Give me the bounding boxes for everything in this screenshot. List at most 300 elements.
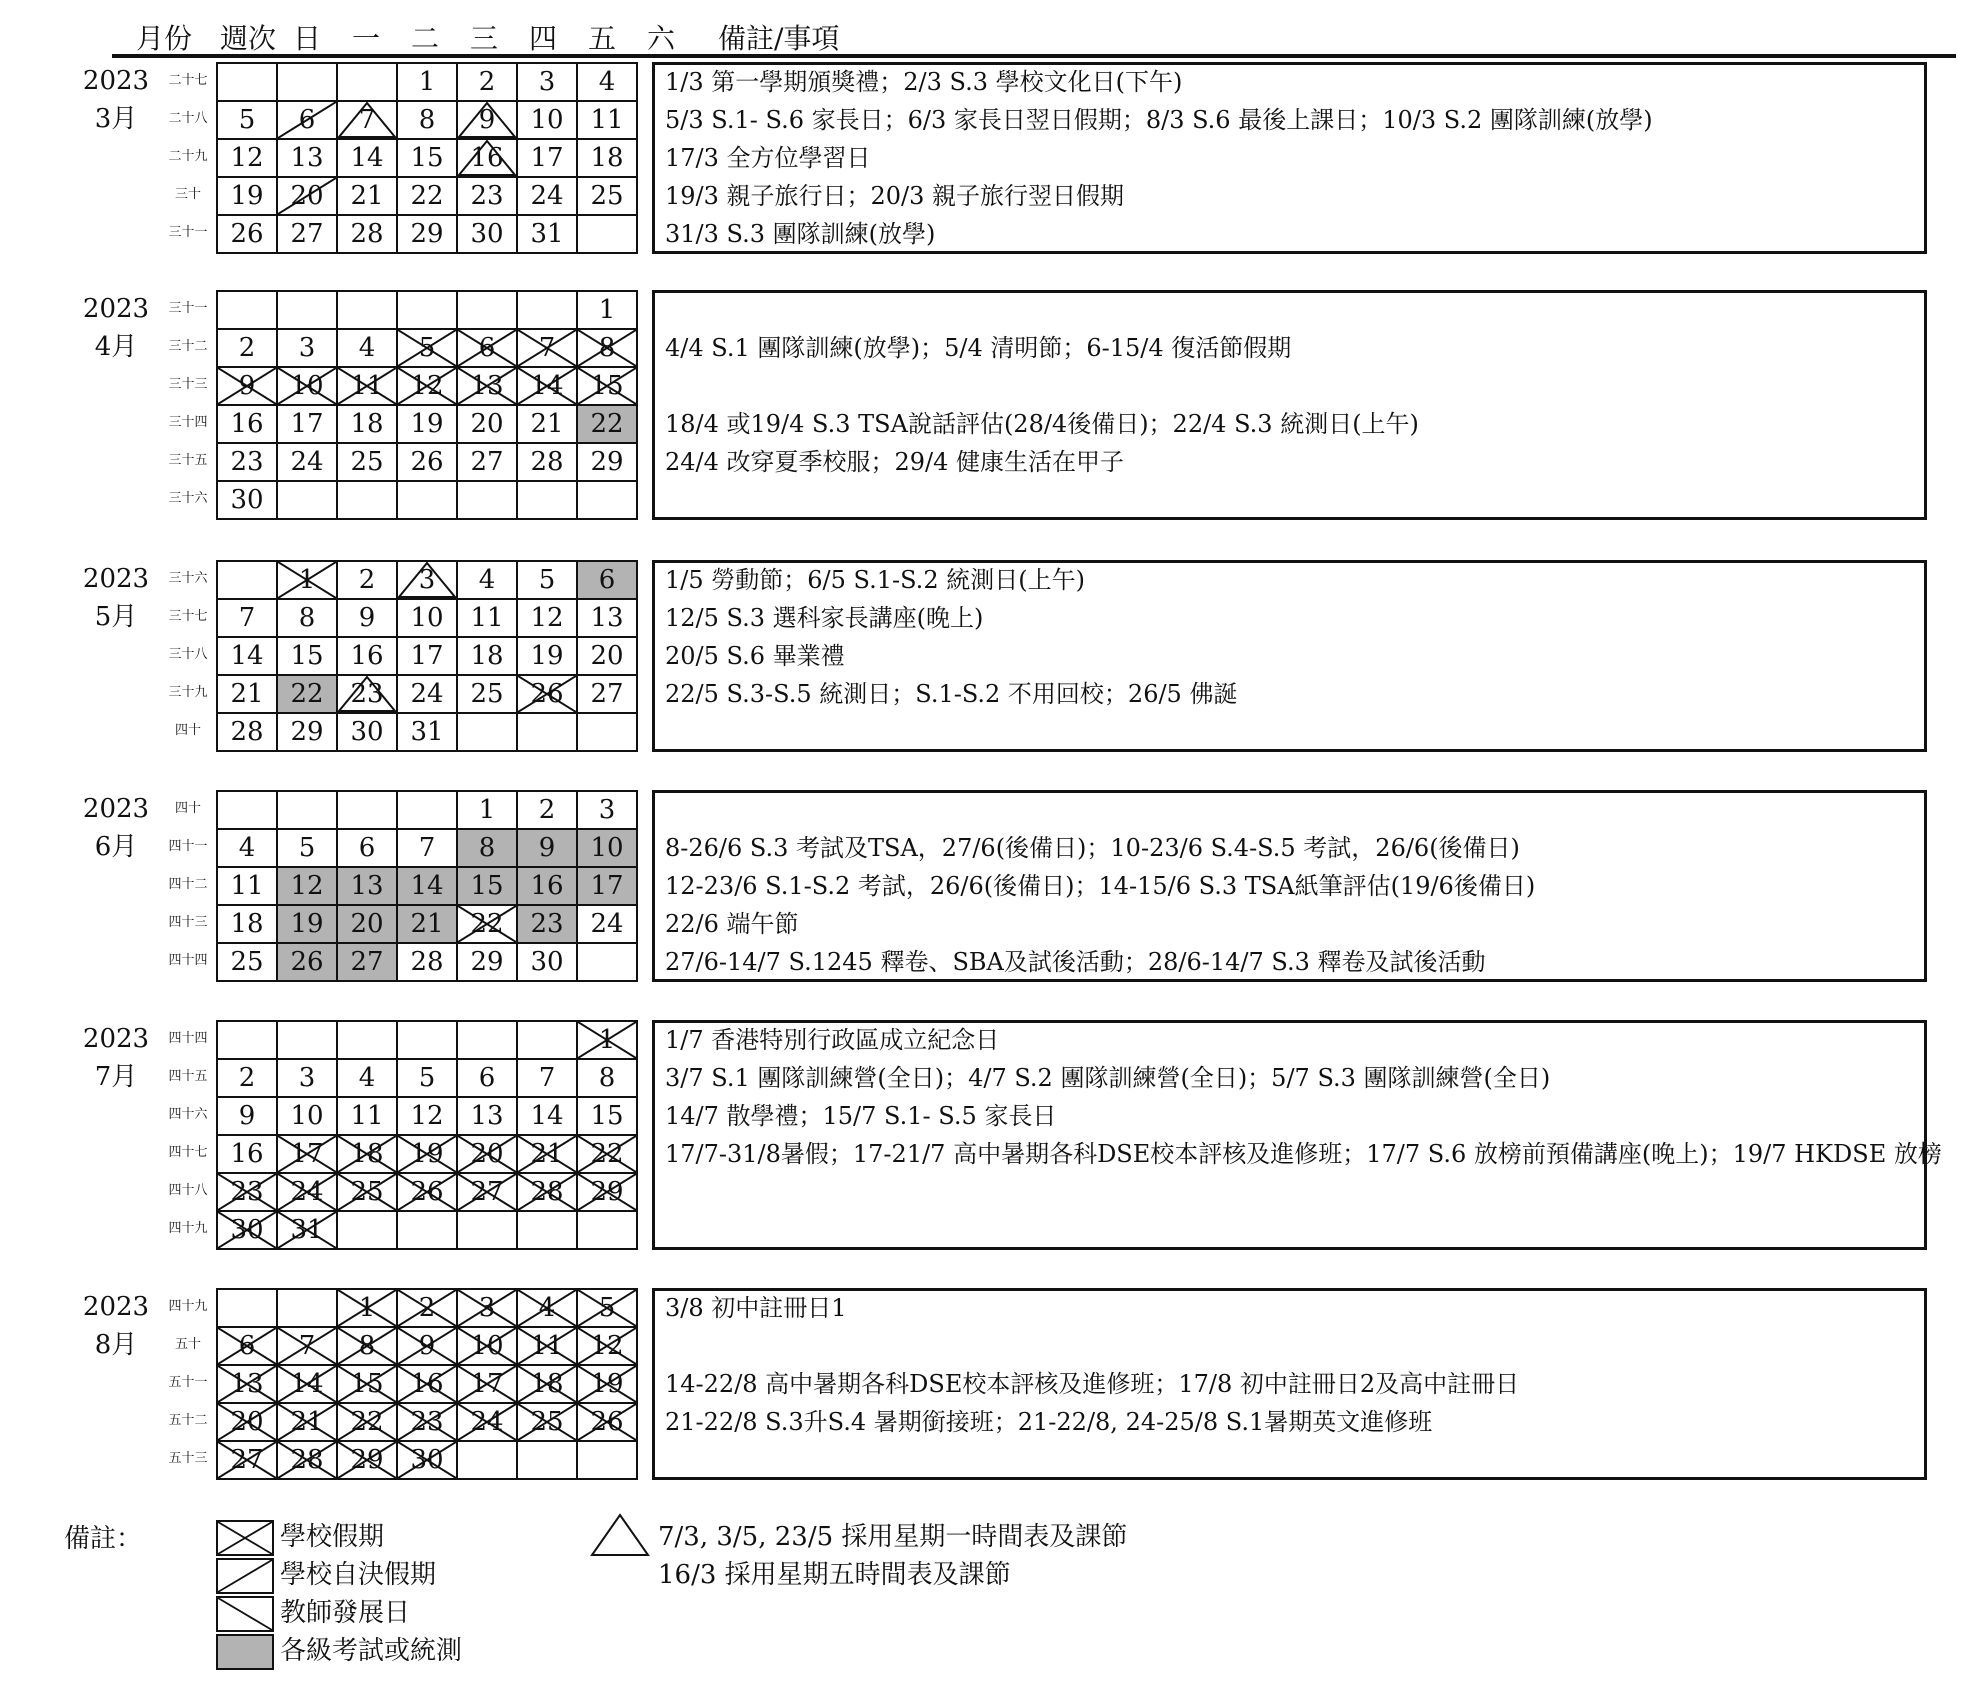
- day-number: 11: [530, 1331, 564, 1361]
- day-cell: [397, 367, 457, 405]
- day-number: 30: [230, 485, 264, 515]
- day-cell: [457, 1097, 517, 1135]
- day-cell: [577, 1135, 637, 1173]
- week-number: 四十五: [168, 1069, 208, 1084]
- day-number: 7: [298, 1331, 316, 1361]
- notes-box: [652, 1288, 1927, 1480]
- day-number: 22: [590, 409, 624, 439]
- day-number: 7: [538, 1063, 556, 1093]
- note-line: 17/3 全方位學習日: [665, 144, 871, 172]
- day-number: 25: [470, 679, 504, 709]
- day-number: 26: [410, 1177, 444, 1207]
- day-cell: [337, 1441, 397, 1479]
- note-line: 22/6 端午節: [665, 910, 799, 938]
- day-cell: [217, 1327, 277, 1365]
- day-number: 31: [410, 717, 444, 747]
- day-cell: [337, 1097, 397, 1135]
- week-row: [217, 1289, 637, 1327]
- notes-box: [652, 290, 1927, 520]
- day-cell: [397, 291, 457, 329]
- day-number: 12: [230, 143, 264, 173]
- day-cell: [217, 177, 277, 215]
- note-line: 22/5 S.3-S.5 統測日；S.1-S.2 不用回校；26/5 佛誕: [665, 680, 1238, 708]
- day-cell: [277, 713, 337, 751]
- week-number: 四十九: [168, 1221, 208, 1236]
- day-number: 24: [470, 1407, 504, 1437]
- cross-mark-icon: [218, 1522, 272, 1554]
- note-line: 1/7 香港特別行政區成立紀念日: [665, 1026, 1000, 1054]
- week-number: 四十一: [168, 839, 208, 854]
- triangle-icon: [590, 1513, 650, 1557]
- day-number: 16: [410, 1369, 444, 1399]
- day-number: 3: [298, 1063, 316, 1093]
- day-cell: [277, 561, 337, 599]
- month-name: 3月: [94, 104, 138, 134]
- note-line: 31/3 S.3 團隊訓練(放學): [665, 220, 936, 248]
- day-number: 15: [470, 871, 504, 901]
- day-cell: [217, 943, 277, 981]
- week-number: 三十: [174, 187, 201, 202]
- day-cell: [577, 1211, 637, 1249]
- day-cell: [577, 1289, 637, 1327]
- day-number: 7: [238, 603, 256, 633]
- day-number: 27: [470, 1177, 504, 1207]
- day-number: 19: [290, 909, 324, 939]
- day-number: 6: [298, 105, 316, 135]
- week-number: 四十七: [168, 1145, 208, 1160]
- day-cell: [577, 215, 637, 253]
- day-number: 2: [538, 795, 556, 825]
- week-number: 五十一: [168, 1375, 208, 1390]
- day-cell: [337, 63, 397, 101]
- legend-holiday-swatch: [216, 1520, 274, 1556]
- day-number: 17: [590, 871, 624, 901]
- day-cell: [397, 1365, 457, 1403]
- day-number: 11: [590, 105, 624, 135]
- week-number: 三十六: [168, 571, 208, 586]
- day-cell: [457, 443, 517, 481]
- week-number: 五十二: [168, 1413, 208, 1428]
- day-cell: [517, 867, 577, 905]
- legend-teacher-dev-swatch: [216, 1596, 274, 1632]
- day-cell: [457, 139, 517, 177]
- day-cell: [217, 1365, 277, 1403]
- day-cell: [517, 1441, 577, 1479]
- day-cell: [457, 1365, 517, 1403]
- day-number: 12: [410, 1101, 444, 1131]
- day-number: 5: [418, 1063, 436, 1093]
- note-line: 12/5 S.3 選科家長講座(晚上): [665, 604, 984, 632]
- day-cell: [337, 943, 397, 981]
- week-row: [217, 63, 637, 101]
- day-number: 19: [410, 409, 444, 439]
- notes-box: [652, 560, 1927, 752]
- day-number: 9: [418, 1331, 436, 1361]
- day-cell: [517, 675, 577, 713]
- day-cell: [577, 713, 637, 751]
- week-number: 四十: [174, 801, 201, 816]
- day-number: 16: [230, 409, 264, 439]
- month-name: 7月: [94, 1062, 138, 1092]
- day-cell: [277, 1327, 337, 1365]
- day-cell: [337, 101, 397, 139]
- day-cell: [517, 829, 577, 867]
- day-number: 1: [478, 795, 496, 825]
- day-cell: [217, 637, 277, 675]
- day-number: 16: [350, 641, 384, 671]
- day-cell: [397, 405, 457, 443]
- day-cell: [217, 599, 277, 637]
- day-number: 19: [590, 1369, 624, 1399]
- day-cell: [337, 867, 397, 905]
- day-cell: [217, 1441, 277, 1479]
- header-day-fri: 五: [588, 22, 617, 55]
- day-number: 4: [238, 833, 256, 863]
- day-number: 6: [478, 333, 496, 363]
- day-cell: [337, 675, 397, 713]
- day-cell: [457, 367, 517, 405]
- week-row: [217, 291, 637, 329]
- week-row: [217, 905, 637, 943]
- day-number: 6: [238, 1331, 256, 1361]
- day-cell: [217, 139, 277, 177]
- day-number: 27: [290, 219, 324, 249]
- day-number: 16: [470, 143, 504, 173]
- day-cell: [517, 943, 577, 981]
- day-number: 25: [230, 947, 264, 977]
- note-line: 17/7-31/8暑假；17-21/7 高中暑期各科DSE校本評核及進修班；17/7 S.6 放榜前預備講座(晚上)；19/7 HKDSE 放榜: [665, 1140, 1942, 1168]
- day-cell: [337, 367, 397, 405]
- day-number: 28: [530, 1177, 564, 1207]
- legend-holiday-label: 學校假期: [280, 1522, 385, 1552]
- week-row: [217, 867, 637, 905]
- day-cell: [517, 1173, 577, 1211]
- day-number: 24: [410, 679, 444, 709]
- day-cell: [517, 713, 577, 751]
- day-number: 2: [238, 333, 256, 363]
- day-cell: [517, 561, 577, 599]
- week-row: [217, 829, 637, 867]
- day-cell: [457, 905, 517, 943]
- day-cell: [217, 713, 277, 751]
- day-number: 18: [470, 641, 504, 671]
- day-cell: [577, 1059, 637, 1097]
- day-number: 20: [350, 909, 384, 939]
- day-number: 24: [530, 181, 564, 211]
- day-cell: [577, 481, 637, 519]
- day-cell: [217, 405, 277, 443]
- day-cell: [397, 443, 457, 481]
- day-cell: [457, 101, 517, 139]
- day-number: 8: [418, 105, 436, 135]
- week-row: [217, 443, 637, 481]
- note-line: 24/4 改穿夏季校服；29/4 健康生活在甲子: [665, 448, 1125, 476]
- day-number: 13: [350, 871, 384, 901]
- day-number: 17: [290, 1139, 324, 1169]
- notes-box: [652, 62, 1927, 254]
- day-number: 19: [410, 1139, 444, 1169]
- day-number: 27: [350, 947, 384, 977]
- note-line: 27/6-14/7 S.1245 釋卷、SBA及試後活動；28/6-14/7 S.3 釋卷及試後活動: [665, 948, 1486, 976]
- day-number: 10: [590, 833, 624, 863]
- day-cell: [397, 791, 457, 829]
- legend-self-holiday-label: 學校自決假期: [280, 1560, 437, 1590]
- day-number: 8: [598, 333, 616, 363]
- day-cell: [277, 443, 337, 481]
- day-cell: [517, 215, 577, 253]
- day-cell: [337, 829, 397, 867]
- day-cell: [517, 1211, 577, 1249]
- week-row: [217, 139, 637, 177]
- day-number: 26: [290, 947, 324, 977]
- day-cell: [337, 329, 397, 367]
- day-cell: [337, 405, 397, 443]
- day-cell: [457, 675, 517, 713]
- day-number: 19: [230, 181, 264, 211]
- header-rule: [112, 54, 1956, 58]
- week-number: 四十八: [168, 1183, 208, 1198]
- month-year: 2023: [82, 66, 150, 96]
- day-cell: [217, 1021, 277, 1059]
- day-number: 18: [350, 409, 384, 439]
- month-year: 2023: [82, 794, 150, 824]
- day-cell: [217, 829, 277, 867]
- day-number: 18: [350, 1139, 384, 1169]
- note-line: 18/4 或19/4 S.3 TSA說話評估(28/4後備日)；22/4 S.3 統測日(上午): [665, 410, 1419, 438]
- day-number: 29: [290, 717, 324, 747]
- day-cell: [277, 1211, 337, 1249]
- day-number: 29: [590, 447, 624, 477]
- header-month: 月份: [136, 22, 193, 55]
- day-number: 23: [530, 909, 564, 939]
- day-number: 25: [350, 447, 384, 477]
- month-name: 8月: [94, 1330, 138, 1360]
- day-number: 14: [530, 371, 564, 401]
- day-cell: [457, 1211, 517, 1249]
- day-number: 13: [470, 371, 504, 401]
- day-cell: [517, 1135, 577, 1173]
- legend-exam-swatch: [216, 1634, 274, 1670]
- note-line: 1/5 勞動節；6/5 S.1-S.2 統測日(上午): [665, 566, 1085, 594]
- week-row: [217, 101, 637, 139]
- day-cell: [277, 1441, 337, 1479]
- day-number: 6: [358, 833, 376, 863]
- month-grid: [216, 290, 638, 520]
- day-number: 20: [470, 409, 504, 439]
- week-row: [217, 791, 637, 829]
- day-number: 12: [290, 871, 324, 901]
- day-number: 16: [230, 1139, 264, 1169]
- day-number: 26: [410, 447, 444, 477]
- day-number: 5: [598, 1293, 616, 1323]
- day-cell: [457, 481, 517, 519]
- day-cell: [337, 1327, 397, 1365]
- day-number: 12: [530, 603, 564, 633]
- week-number: 四十二: [168, 877, 208, 892]
- note-line: 4/4 S.1 團隊訓練(放學)；5/4 清明節；6-15/4 復活節假期: [665, 334, 1292, 362]
- day-cell: [517, 1365, 577, 1403]
- day-cell: [517, 329, 577, 367]
- week-row: [217, 329, 637, 367]
- day-cell: [457, 637, 517, 675]
- day-number: 28: [530, 447, 564, 477]
- day-cell: [577, 1365, 637, 1403]
- week-row: [217, 367, 637, 405]
- day-cell: [457, 1173, 517, 1211]
- day-number: 7: [538, 333, 556, 363]
- week-row: [217, 1327, 637, 1365]
- day-number: 21: [410, 909, 444, 939]
- note-line: 8-26/6 S.3 考試及TSA，27/6(後備日)；10-23/6 S.4-S.5 考試，26/6(後備日): [665, 834, 1520, 862]
- day-cell: [577, 1021, 637, 1059]
- day-number: 15: [350, 1369, 384, 1399]
- day-cell: [577, 867, 637, 905]
- day-number: 5: [238, 105, 256, 135]
- day-cell: [397, 1059, 457, 1097]
- day-number: 12: [590, 1331, 624, 1361]
- day-cell: [337, 139, 397, 177]
- day-number: 2: [238, 1063, 256, 1093]
- day-cell: [397, 1441, 457, 1479]
- day-number: 9: [538, 833, 556, 863]
- day-cell: [277, 829, 337, 867]
- day-cell: [577, 101, 637, 139]
- day-cell: [277, 63, 337, 101]
- day-cell: [217, 367, 277, 405]
- legend-exam-label: 各級考試或統測: [280, 1636, 463, 1666]
- day-cell: [397, 177, 457, 215]
- day-cell: [277, 291, 337, 329]
- note-line: 12-23/6 S.1-S.2 考試，26/6(後備日)；14-15/6 S.3 TSA紙筆評估(19/6後備日): [665, 872, 1536, 900]
- day-cell: [517, 177, 577, 215]
- day-cell: [337, 905, 397, 943]
- day-number: 27: [470, 447, 504, 477]
- note-line: 14/7 散學禮；15/7 S.1- S.5 家長日: [665, 1102, 1057, 1130]
- week-row: [217, 599, 637, 637]
- day-cell: [457, 329, 517, 367]
- week-row: [217, 637, 637, 675]
- note-line: 14-22/8 高中暑期各科DSE校本評核及進修班；17/8 初中註冊日2及高中註冊日: [665, 1370, 1520, 1398]
- day-cell: [517, 405, 577, 443]
- day-cell: [577, 829, 637, 867]
- day-cell: [217, 1097, 277, 1135]
- week-number: 四十四: [168, 953, 208, 968]
- day-cell: [577, 1097, 637, 1135]
- day-number: 26: [590, 1407, 624, 1437]
- day-cell: [217, 1135, 277, 1173]
- week-row: [217, 561, 637, 599]
- day-number: 1: [598, 295, 616, 325]
- day-number: 15: [590, 371, 624, 401]
- note-line: 5/3 S.1- S.6 家長日；6/3 家長日翌日假期；8/3 S.6 最後上課日；10/3 S.2 團隊訓練(放學): [665, 106, 1653, 134]
- day-number: 24: [290, 1177, 324, 1207]
- month-year: 2023: [82, 294, 150, 324]
- week-row: [217, 1097, 637, 1135]
- note-line: 21-22/8 S.3升S.4 暑期銜接班；21-22/8, 24-25/8 S.1暑期英文進修班: [665, 1408, 1433, 1436]
- month-name: 4月: [94, 332, 138, 362]
- day-number: 5: [538, 565, 556, 595]
- week-row: [217, 1403, 637, 1441]
- day-cell: [397, 215, 457, 253]
- month-name: 5月: [94, 602, 138, 632]
- day-cell: [217, 443, 277, 481]
- day-number: 11: [350, 1101, 384, 1131]
- month-grid: [216, 560, 638, 752]
- day-number: 29: [470, 947, 504, 977]
- day-number: 9: [238, 371, 256, 401]
- day-cell: [577, 1327, 637, 1365]
- day-cell: [217, 867, 277, 905]
- day-number: 11: [350, 371, 384, 401]
- day-cell: [337, 791, 397, 829]
- day-number: 21: [530, 409, 564, 439]
- day-number: 20: [230, 1407, 264, 1437]
- day-cell: [277, 139, 337, 177]
- week-row: [217, 1365, 637, 1403]
- day-cell: [217, 329, 277, 367]
- day-cell: [217, 1211, 277, 1249]
- day-cell: [457, 291, 517, 329]
- day-number: 14: [350, 143, 384, 173]
- day-number: 3: [418, 565, 436, 595]
- day-cell: [517, 637, 577, 675]
- day-cell: [277, 1021, 337, 1059]
- day-number: 10: [530, 105, 564, 135]
- week-number: 二十七: [168, 73, 208, 88]
- day-cell: [277, 675, 337, 713]
- day-cell: [457, 177, 517, 215]
- day-number: 3: [598, 795, 616, 825]
- week-row: [217, 1441, 637, 1479]
- week-number: 三十六: [168, 491, 208, 506]
- day-number: 3: [478, 1293, 496, 1323]
- week-row: [217, 481, 637, 519]
- day-number: 28: [290, 1445, 324, 1475]
- month-grid: [216, 62, 638, 254]
- day-cell: [457, 791, 517, 829]
- month-year: 2023: [82, 1024, 150, 1054]
- day-cell: [277, 405, 337, 443]
- day-cell: [397, 943, 457, 981]
- day-cell: [277, 367, 337, 405]
- day-number: 13: [470, 1101, 504, 1131]
- week-row: [217, 215, 637, 253]
- day-number: 23: [470, 181, 504, 211]
- day-number: 17: [290, 409, 324, 439]
- day-number: 30: [230, 1215, 264, 1245]
- day-cell: [397, 1135, 457, 1173]
- day-number: 23: [410, 1407, 444, 1437]
- day-number: 18: [590, 143, 624, 173]
- header-day-tue: 二: [411, 22, 440, 55]
- day-number: 22: [590, 1139, 624, 1169]
- backslash-mark-icon: [218, 1598, 272, 1630]
- day-cell: [397, 1173, 457, 1211]
- day-number: 4: [478, 565, 496, 595]
- day-cell: [577, 1441, 637, 1479]
- day-number: 1: [358, 1293, 376, 1323]
- day-cell: [217, 905, 277, 943]
- day-number: 1: [298, 565, 316, 595]
- day-cell: [517, 101, 577, 139]
- day-cell: [397, 905, 457, 943]
- day-cell: [517, 1059, 577, 1097]
- day-number: 29: [590, 1177, 624, 1207]
- day-cell: [217, 101, 277, 139]
- day-number: 23: [230, 447, 264, 477]
- day-cell: [457, 405, 517, 443]
- day-cell: [577, 139, 637, 177]
